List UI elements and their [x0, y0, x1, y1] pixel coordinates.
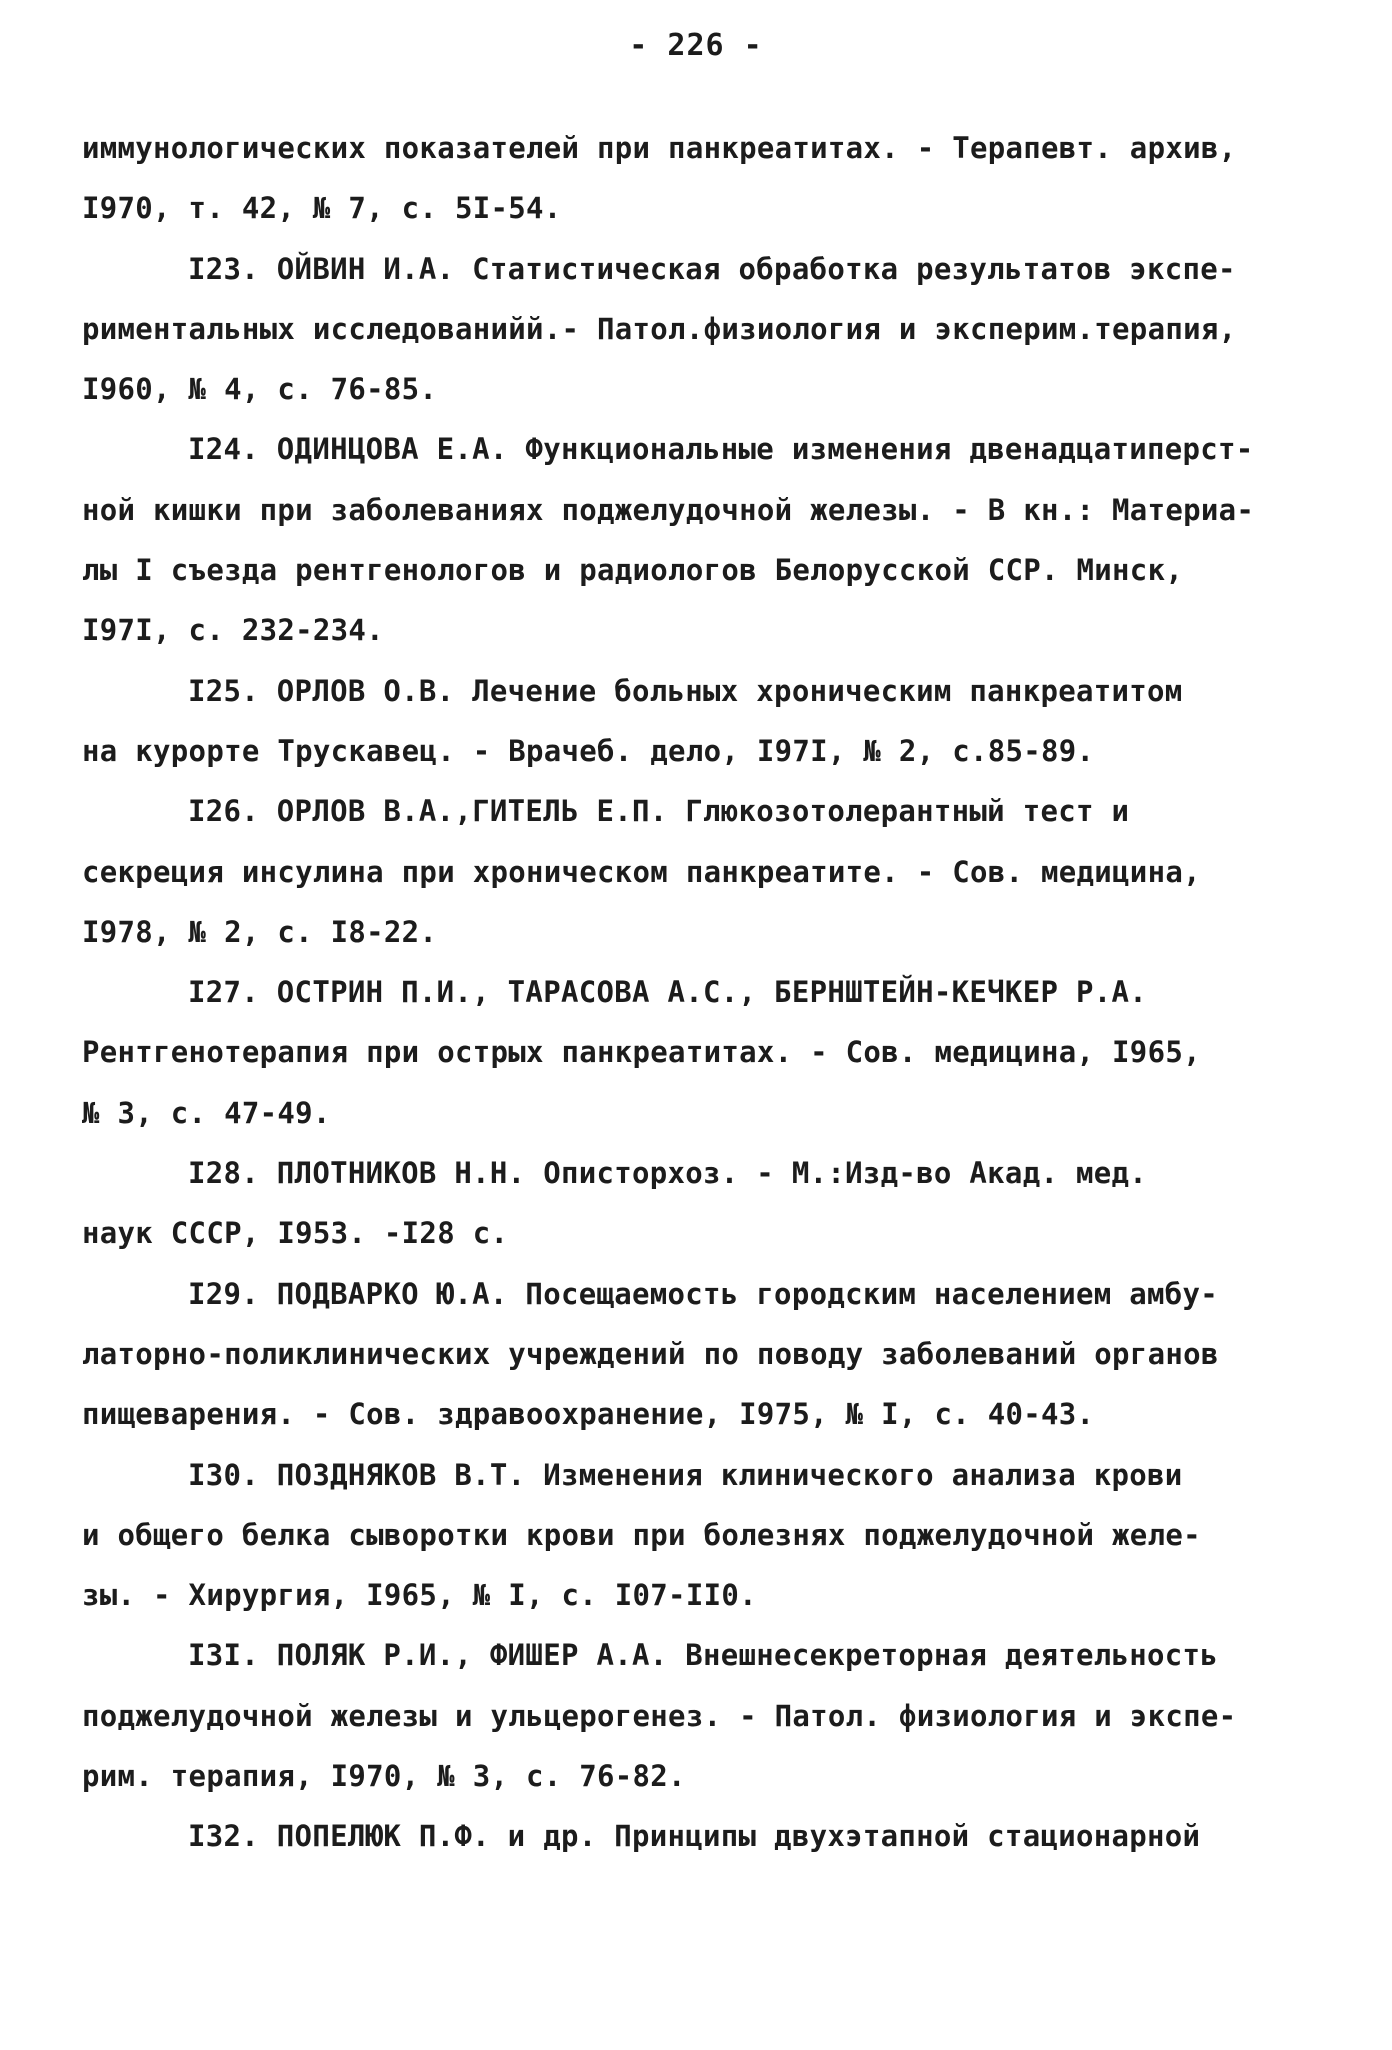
- bibliography-entry-start-line: I28. ПЛОТНИКОВ Н.Н. Описторхоз. - М.:Изд-во Акад. мед.: [188, 1156, 1148, 1191]
- bibliography-entry-start-line: I30. ПОЗДНЯКОВ В.Т. Изменения клинического анализа крови: [188, 1457, 1183, 1492]
- bibliography-text-line: рим. терапия, I970, № 3, с. 76-82.: [82, 1759, 686, 1794]
- bibliography-entry-start-line: I3I. ПОЛЯК Р.И., ФИШЕР А.А. Внешнесекреторная деятельность: [188, 1638, 1219, 1673]
- bibliography-text-line: иммунологических показателей при панкреатитах. - Терапевт. архив,: [82, 131, 1237, 165]
- bibliography-text-line: I960, № 4, с. 76-85.: [82, 372, 438, 407]
- bibliography-text-line: зы. - Хирургия, I965, № I, с. I07-II0.: [82, 1578, 757, 1613]
- bibliography-text-line: на курорте Трускавец. - Врачеб. дело, I97I, № 2, с.85-89.: [82, 733, 1095, 768]
- bibliography-text-line: секреция инсулина при хроническом панкреатите. - Сов. медицина,: [82, 854, 1201, 889]
- bibliography-text-line: поджелудочной железы и ульцерогенез. - Патол. физиология и экспе-: [82, 1698, 1237, 1733]
- bibliography-text-line: ной кишки при заболеваниях поджелудочной железы. - В кн.: Материа-: [82, 492, 1255, 527]
- bibliography-text-line: I978, № 2, с. I8-22.: [82, 914, 438, 949]
- bibliography-entry-start-line: I26. ОРЛОВ В.А.,ГИТЕЛЬ Е.П. Глюкозотолерантный тест и: [188, 794, 1130, 829]
- bibliography-entry-start-line: I29. ПОДВАРКО Ю.А. Посещаемость городским населением амбу-: [188, 1276, 1219, 1311]
- bibliography-list: [82, 118, 1322, 1867]
- bibliography-text-line: № 3, с. 47-49.: [82, 1095, 331, 1130]
- bibliography-entry-start-line: I27. ОСТРИН П.И., ТАРАСОВА А.С., БЕРНШТЕЙН-КЕЧКЕР Р.А.: [188, 975, 1148, 1010]
- bibliography-text-line: I970, т. 42, № 7, с. 5I-54.: [82, 191, 562, 226]
- bibliography-text-line: латорно-поликлинических учреждений по поводу заболеваний органов: [82, 1336, 1219, 1371]
- page-number: - 226 -: [629, 28, 763, 63]
- bibliography-text-line: Рентгенотерапия при острых панкреатитах. - Сов. медицина, I965,: [82, 1035, 1201, 1070]
- bibliography-entry-start-line: I32. ПОПЕЛЮК П.Ф. и др. Принципы двухэтапной стационарной: [188, 1819, 1201, 1854]
- bibliography-text-line: лы I съезда рентгенологов и радиологов Белорусской ССР. Минск,: [82, 553, 1184, 588]
- bibliography-text-line: и общего белка сыворотки крови при болезнях поджелудочной желе-: [82, 1517, 1201, 1552]
- bibliography-text-line: I97I, с. 232-234.: [82, 613, 384, 648]
- bibliography-entry-start-line: I23. ОЙВИН И.А. Статистическая обработка результатов экспе-: [188, 251, 1236, 286]
- bibliography-text-line: риментальных исследованийй.- Патол.физиология и эксперим.терапия,: [82, 311, 1237, 346]
- bibliography-text-line: пищеварения. - Сов. здравоохранение, I975, № I, с. 40-43.: [82, 1397, 1095, 1432]
- bibliography-entry-start-line: I24. ОДИНЦОВА Е.А. Функциональные изменения двенадцатиперст-: [188, 432, 1254, 467]
- bibliography-entry-start-line: I25. ОРЛОВ О.В. Лечение больных хроническим панкреатитом: [188, 673, 1183, 708]
- bibliography-text-line: наук СССР, I953. -I28 с.: [82, 1216, 509, 1251]
